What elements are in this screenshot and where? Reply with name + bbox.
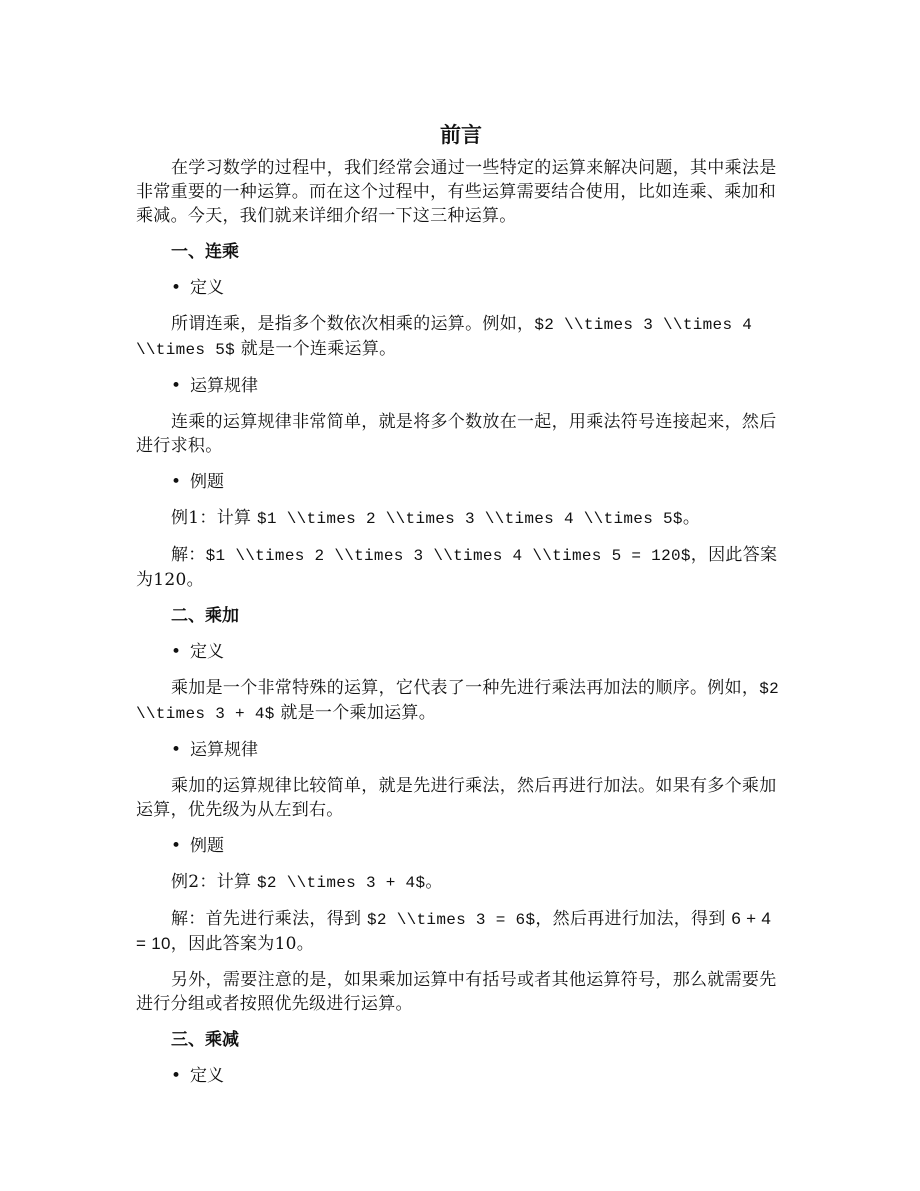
example-paragraph-2: 例2：计算 $2 \\times 3 + 4$。 [171, 872, 443, 892]
bullet-example-1: • 例题 [171, 472, 224, 492]
bullet-rule-1: • 运算规律 [171, 376, 258, 396]
math-expression: $1 \\times 2 \\times 3 \\times 4 \\times 5$ [257, 510, 683, 528]
math-expression-rendered: 6 + 4 = 10 [136, 909, 772, 953]
math-expression: $2 \\times 3 + 4$ [257, 874, 426, 892]
bullet-icon: • [171, 836, 182, 856]
math-expression: $2 \\times 3 = 6$ [367, 911, 536, 929]
bullet-definition-3: • 定义 [171, 1066, 224, 1086]
bullet-icon: • [171, 472, 182, 492]
bullet-icon: • [171, 1066, 182, 1086]
note-paragraph-2: 另外，需要注意的是，如果乘加运算中有括号或者其他运算符号，那么就需要先进行分组或者按照优先级进行运算。 [136, 970, 777, 1014]
rule-paragraph-2: 乘加的运算规律比较简单，就是先进行乘法，然后再进行加法。如果有多个乘加运算，优先级为从左到右。 [136, 776, 777, 820]
bullet-definition-2: • 定义 [171, 642, 224, 662]
bullet-icon: • [171, 278, 182, 298]
example-paragraph-1: 例1：计算 $1 \\times 2 \\times 3 \\times 4 \\times 5$。 [171, 508, 701, 528]
bullet-example-2: • 例题 [171, 836, 224, 856]
section-heading-2: 二、乘加 [171, 606, 239, 626]
section-heading-3: 三、乘减 [171, 1030, 239, 1050]
definition-paragraph-2: 乘加是一个非常特殊的运算，它代表了一种先进行乘法再加法的顺序。例如，$2 \\times 3 + 4$ 就是一个乘加运算。 [136, 678, 780, 723]
document-page [136, 118, 786, 1088]
rule-paragraph-1: 连乘的运算规律非常简单，就是将多个数放在一起，用乘法符号连接起来，然后进行求积。 [136, 412, 777, 456]
math-expression: $2 \\times 3 + 4$ [136, 680, 780, 723]
bullet-icon: • [171, 740, 182, 760]
section-heading-1: 一、连乘 [171, 242, 239, 262]
bullet-icon: • [171, 376, 182, 396]
bullet-rule-2: • 运算规律 [171, 740, 258, 760]
math-expression: $1 \\times 2 \\times 3 \\times 4 \\times 5 = 120$ [205, 547, 691, 565]
bullet-icon: • [171, 642, 182, 662]
math-expression: $2 \\times 3 \\times 4 \\times 5$ [136, 316, 753, 359]
page-title: 前言 [440, 123, 482, 147]
bullet-definition-1: • 定义 [171, 278, 224, 298]
definition-paragraph-1: 所谓连乘，是指多个数依次相乘的运算。例如，$2 \\times 3 \\times 4 \\times 5$ 就是一个连乘运算。 [136, 314, 753, 359]
intro-paragraph: 在学习数学的过程中，我们经常会通过一些特定的运算来解决问题，其中乘法是非常重要的一种运算。而在这个过程中，有些运算需要结合使用，比如连乘、乘加和乘减。今天，我们就来详细介绍一下这三种运算。 [136, 158, 777, 226]
solution-paragraph-1: 解：$1 \\times 2 \\times 3 \\times 4 \\times 5 = 120$，因此答案为120。 [136, 545, 778, 590]
solution-paragraph-2: 解：首先进行乘法，得到 $2 \\times 3 = 6$，然后再进行加法，得到 6 + 4 = 10，因此答案为10。 [136, 909, 772, 954]
